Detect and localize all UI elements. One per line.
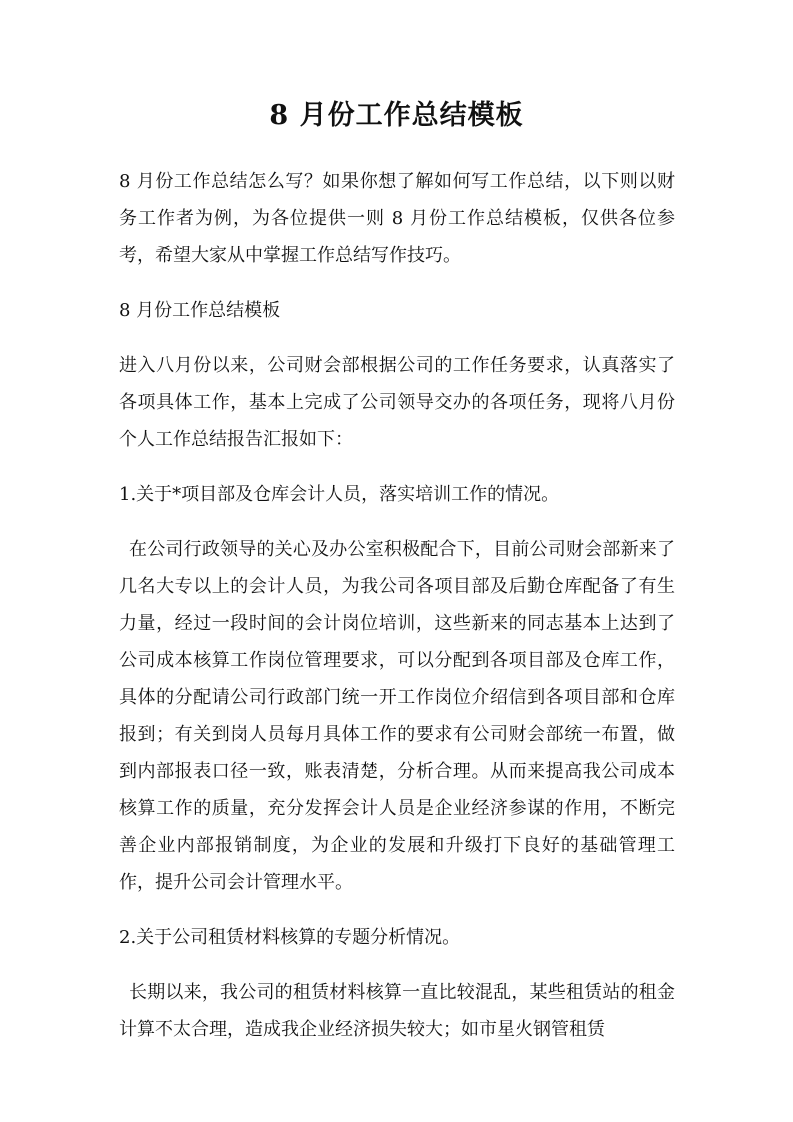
intro-paragraph: 8 月份工作总结怎么写？如果你想了解如何写工作总结，以下则以财务工作者为例，为各位提供一则 8 月份工作总结模板，仅供各位参考，希望大家从中掌握工作总结写作技巧。 (119, 171, 675, 266)
section-2-paragraph: 长期以来，我公司的租赁材料核算一直比较混乱，某些租赁站的租金计算不太合理，造成我企业经济损失较大；如市星火钢管租赁 (119, 982, 675, 1040)
opening-paragraph: 进入八月份以来，公司财会部根据公司的工作任务要求，认真落实了各项具体工作，基本上完成了公司领导交办的各项任务，现将八月份个人工作总结报告汇报如下： (119, 355, 675, 450)
section-heading-1: 1.关于*项目部及仓库会计人员，落实培训工作的情况。 (119, 484, 560, 505)
section-heading-2: 2.关于公司租赁材料核算的专题分析情况。 (119, 927, 461, 948)
document-title: 8 月份工作总结模板 (269, 100, 524, 131)
template-subtitle: 8 月份工作总结模板 (119, 300, 281, 321)
document-body (119, 163, 675, 1066)
section-1-paragraph: 在公司行政领导的关心及办公室积极配合下，目前公司财会部新来了几名大专以上的会计人员，为我公司各项目部及后勤仓库配备了有生力量，经过一段时间的会计岗位培训，这些新来的同志基本上达到了公司成本核算工作岗位管理要求，可以分配到各项目部及仓库工作，具体的分配请公司行政部门统一开工作岗位介绍信到各项目部和仓库报到；有关到岗人员每月具体工作的要求有公司财会部统一布置，做到内部报表口径一致，账表清楚，分析合理。从而来提高我公司成本核算工作的质量，充分发挥会计人员是企业经济参谋的作用，不断完善企业内部报销制度，为企业的发展和升级打下良好的基础管理工作，提升公司会计管理水平。 (119, 539, 675, 893)
